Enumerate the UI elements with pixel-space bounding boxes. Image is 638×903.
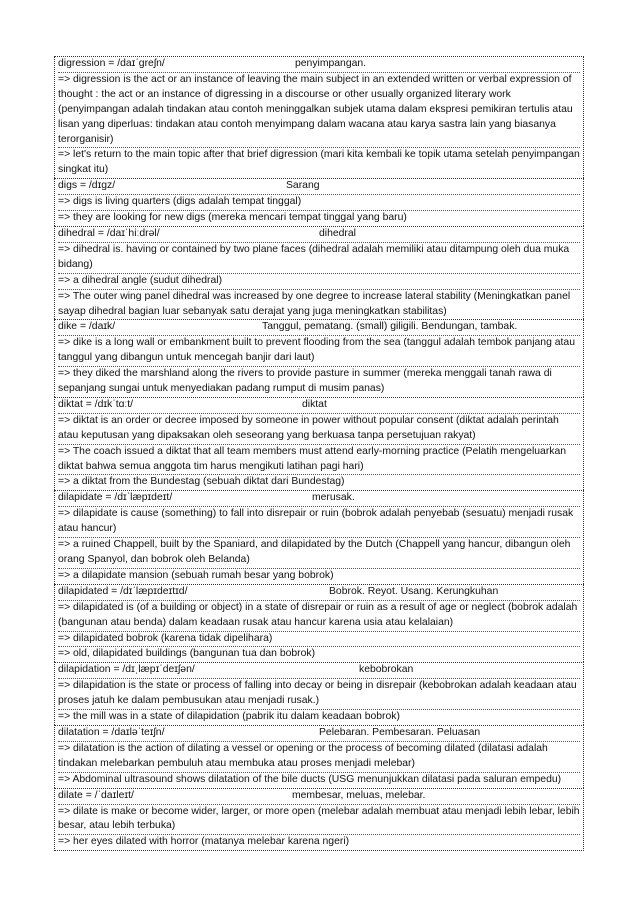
definition-line: => dilapidation is the state or process of falling into decay or being in disrepair (kebobrokan adalah keadaan atau proses jatuh ke dalam pembusukan atau menjadi rusak.) [58, 679, 580, 710]
example-line: => a diktat from the Bundestag (sebuah diktat dari Bundestag) [58, 476, 345, 488]
example-line: => a ruined Chappell, built by the Spaniard, and dilapidated by the Dutch (Chappell yang hancur, dibangun oleh orang Spanyol, dan bobrok oleh Belanda) [58, 538, 580, 569]
example-line: => her eyes dilated with horror (matanya melebar karena ngeri) [58, 836, 350, 848]
entry-headline [58, 585, 580, 601]
translation: kebobrokan [359, 664, 414, 676]
headword: dilapidation = /dɪˌlæpɪˈdeɪʃən/ [58, 664, 195, 676]
entry-dilatation [54, 725, 584, 788]
definition-line: => dilatation is the action of dilating a vessel or opening or the process of becoming dilated (dilatasi adalah tindakan melebarkan pembuluh atau membuka atau proses menjadi melebar) [58, 742, 580, 773]
example-line: => let's return to the main topic after that brief digression (mari kita kembali ke topik utama setelah penyimpangan singkat itu) [58, 149, 580, 176]
translation: membesar, meluas, melebar. [292, 789, 426, 801]
headword: dilapidate = /dɪˈlæpɪdeɪt/ [58, 492, 173, 504]
entry-digression [54, 56, 584, 178]
headword: digression = /daɪˈɡreʃn/ [58, 58, 165, 69]
translation: Sarang [286, 180, 320, 192]
example-line: => the mill was in a state of dilapidation (pabrik itu dalam keadaan bobrok) [58, 711, 400, 723]
entry-headline [58, 179, 580, 195]
headword: dilapidated = /dɪˈlæpɪdeɪtɪd/ [58, 585, 188, 597]
entry-digs [54, 178, 584, 226]
example-line: => they diked the marshland along the rivers to provide pasture in summer (mereka menggali tanah rawa di sepanjang sungai untuk menyediakan padang rumput di musim panas) [58, 368, 552, 395]
entry-dilate [54, 788, 584, 852]
entry-headline [58, 663, 580, 679]
entry-headline [58, 320, 580, 336]
entry-dilapidated [54, 584, 584, 663]
definition-line: => diktat is an order or decree imposed by someone in power without popular consent (diktat adalah perintah atau keputusan yang dipaksakan oleh seseorang yang berkuasa tanpa persetujuan rakyat) [58, 414, 580, 445]
headword: digs = /dɪɡz/ [58, 180, 116, 192]
translation: Tanggul, pematang. (small) giligili. Bendungan, tambak. [262, 321, 518, 333]
entry-headline [58, 57, 580, 73]
translation: diktat [302, 398, 327, 410]
example-line: => The outer wing panel dihedral was increased by one degree to increase lateral stability (Meningkatkan panel sayap dihedral bagian luar sebanyak satu derajat yang juga meningkatkan stabilitas) [58, 290, 571, 317]
headword: dihedral = /daɪˈhiːdrəl/ [58, 227, 160, 239]
headword: diktat = /dɪkˈtɑːt/ [58, 398, 134, 410]
translation: merusak. [312, 492, 355, 504]
translation: Pelebaran. Pembesaran. Peluasan [319, 726, 481, 738]
definition-line: => dilate is make or become wider, larger, or more open (melebar adalah membuat atau menjadi lebih lebar, lebih besar, atau lebih terbuka) [58, 805, 580, 836]
headword: dilate = /ˈdaɪleɪt/ [58, 789, 134, 801]
entry-headline [58, 491, 580, 507]
headword: dilatation = /daɪləˈteɪʃn/ [58, 726, 165, 738]
translation: dihedral [319, 227, 356, 239]
dictionary-page [54, 56, 584, 851]
definition-line: => digs is living quarters (digs adalah tempat tinggal) [58, 195, 580, 211]
entry-dihedral [54, 226, 584, 319]
entry-headline [58, 398, 580, 414]
example-line: => a dihedral angle (sudut dihedral) [58, 274, 580, 290]
definition-line: => dihedral is. having or contained by two plane faces (dihedral adalah memiliki atau ditampung oleh dua muka bidang) [58, 243, 580, 274]
example-line: => a dilapidate mansion (sebuah rumah besar yang bobrok) [58, 569, 334, 581]
entry-headline [58, 227, 580, 243]
entry-headline [58, 789, 580, 805]
example-line: => The coach issued a diktat that all team members must attend early-morning practice (Pelatih mengeluarkan diktat bahwa semua anggota tim harus mengikuti latihan pagi hari) [58, 445, 580, 476]
definition-line: => dike is a long wall or embankment built to prevent flooding from the sea (tanggul adalah tembok panjang atau tanggul yang dibangun untuk mencegah banjir dari laut) [58, 336, 580, 367]
headword: dike = /daɪk/ [58, 321, 116, 333]
example-line: => old, dilapidated buildings (bangunan tua dan bobrok) [58, 648, 316, 660]
entry-dike [54, 319, 584, 397]
example-line: => Abdominal ultrasound shows dilatation of the bile ducts (USG menunjukkan dilatasi pada saluran empedu) [58, 773, 562, 785]
translation: penyimpangan. [295, 58, 367, 69]
definition-line: => dilapidated is (of a building or object) in a state of disrepair or ruin as a result of age or neglect (bobrok adalah (bangunan atau benda) dalam keadaan rusak atau hancur karena usia atau kelalaian) [58, 601, 580, 632]
entry-headline [58, 726, 580, 742]
example-line: => dilapidated bobrok (karena tidak dipelihara) [58, 632, 580, 648]
definition-line: => digression is the act or an instance of leaving the main subject in an extended written or verbal expression of thought : the act or an instance of digressing in a discourse or other usually organized literary work (penyimpangan adalah tindakan atau contoh meninggalkan subjek utama dalam ekspresi pemikiran tertulis atau lisan yang diperluas: tindakan atau contoh menyimpang dalam wacana atau karya sastra lain yang biasanya terorganisir) [58, 73, 580, 149]
definition-line: => dilapidate is cause (something) to fall into disrepair or ruin (bobrok adalah penyebab (sesuatu) menjadi rusak atau hancur) [58, 507, 580, 538]
entry-diktat [54, 397, 584, 490]
entry-dilapidation [54, 662, 584, 725]
entry-dilapidate [54, 490, 584, 583]
translation: Bobrok. Reyot. Usang. Kerungkuhan [329, 585, 499, 597]
example-line: => they are looking for new digs (mereka mencari tempat tinggal yang baru) [58, 212, 407, 224]
